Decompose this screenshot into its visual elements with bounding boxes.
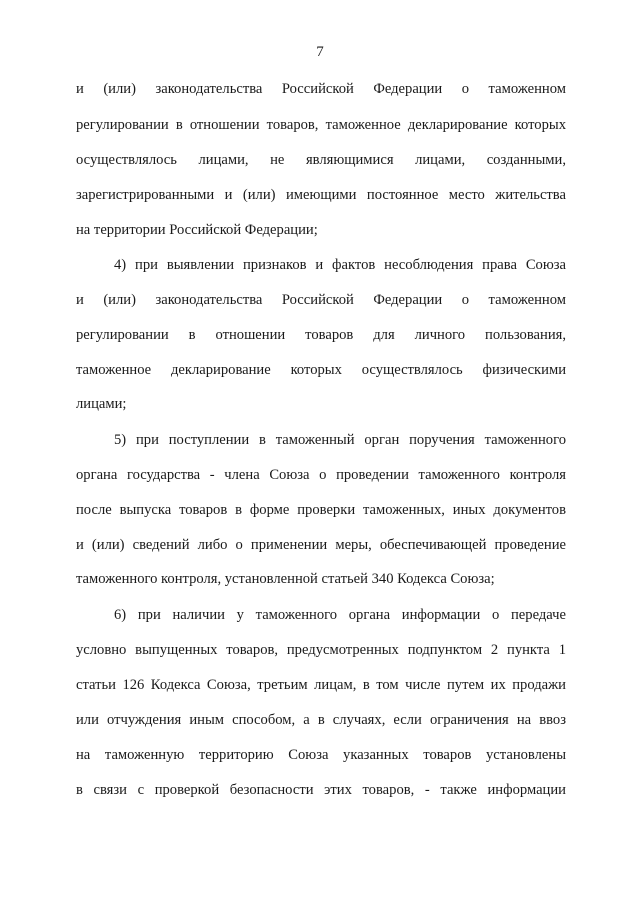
text-line: регулировании в отношении товаров, таможенное декларирование которых — [76, 117, 566, 133]
text-line: органа государства - члена Союза о проведении таможенного контроля — [76, 467, 566, 483]
text-line: и (или) законодательства Российской Федерации о таможенном — [76, 81, 566, 97]
text-line: или отчуждения иным способом, а в случаях, если ограничения на ввоз — [76, 712, 566, 728]
text-line: и (или) сведений либо о применении меры, обеспечивающей проведение — [76, 537, 566, 553]
text-line: после выпуска товаров в форме проверки таможенных, иных документов — [76, 502, 566, 518]
text-line: на территории Российской Федерации; — [76, 222, 318, 238]
text-line: 5) при поступлении в таможенный орган поручения таможенного — [114, 432, 566, 448]
text-line: в связи с проверкой безопасности этих товаров, - также информации — [76, 782, 566, 798]
text-line: условно выпущенных товаров, предусмотренных подпунктом 2 пункта 1 — [76, 642, 566, 658]
page-number: 7 — [316, 44, 324, 60]
text-line: осуществлялось лицами, не являющимися лицами, созданными, — [76, 152, 566, 168]
text-line: зарегистрированными и (или) имеющими постоянное место жительства — [76, 187, 566, 203]
text-line: лицами; — [76, 396, 127, 412]
text-line: 6) при наличии у таможенного органа информации о передаче — [114, 607, 566, 623]
text-line: таможенное декларирование которых осуществлялось физическими — [76, 362, 566, 378]
text-line: статьи 126 Кодекса Союза, третьим лицам, в том числе путем их продажи — [76, 677, 566, 693]
text-line: 4) при выявлении признаков и фактов несоблюдения права Союза — [114, 257, 566, 273]
text-line: таможенного контроля, установленной статьей 340 Кодекса Союза; — [76, 571, 495, 587]
text-line: на таможенную территорию Союза указанных товаров установлены — [76, 747, 566, 763]
text-line: и (или) законодательства Российской Федерации о таможенном — [76, 292, 566, 308]
text-line: регулировании в отношении товаров для личного пользования, — [76, 327, 566, 343]
